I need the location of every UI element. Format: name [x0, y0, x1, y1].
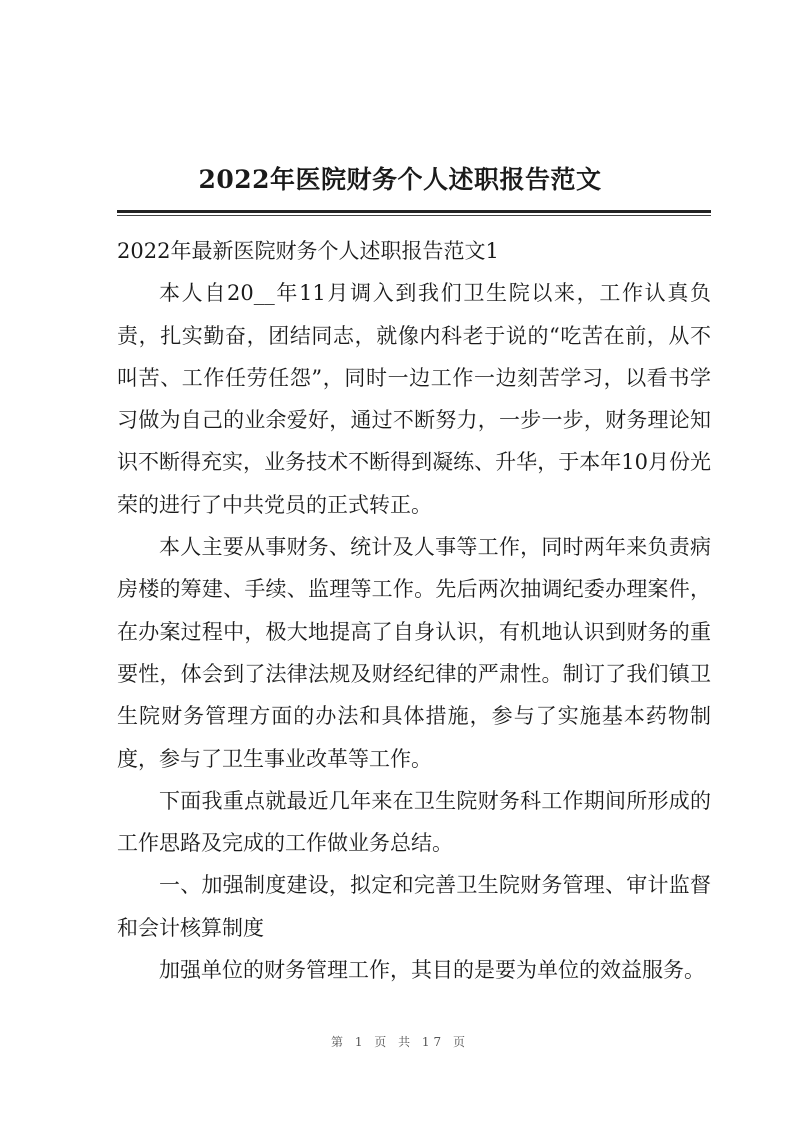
document-title: 2022年医院财务个人述职报告范文 [198, 165, 602, 194]
paragraph-1: 本人自20__年11月调入到我们卫生院以来，工作认真负责，扎实勤奋，团结同志，就像内科老于说的“吃苦在前，从不叫苦、工作任劳任怨”，同时一边工作一边刻苦学习，以看书学习做为自己的业余爱好，通过不断努力，一步一步，财务理论知识不断得充实，业务技术不断得到凝练、升华，于本年10月份光荣的进行了中共党员的正式转正。 [117, 281, 711, 517]
paragraph-2: 本人主要从事财务、统计及人事等工作，同时两年来负责病房楼的筹建、手续、监理等工作。先后两次抽调纪委办理案件，在办案过程中，极大地提高了自身认识，有机地认识到财务的重要性，体会到了法律法规及财经纪律的严肃性。制订了我们镇卫生院财务管理方面的办法和具体措施，参与了实施基本药物制度，参与了卫生事业改革等工作。 [117, 535, 711, 771]
paragraph-3: 下面我重点就最近几年来在卫生院财务科工作期间所形成的工作思路及完成的工作做业务总结。 [117, 788, 711, 856]
document-body [117, 230, 711, 991]
section-heading: 2022年最新医院财务个人述职报告范文1 [117, 239, 499, 263]
page-number-footer: 第 1 页 共 17 页 [331, 1035, 469, 1049]
title-divider-thick [117, 210, 711, 213]
paragraph-4: 一、加强制度建设，拟定和完善卫生院财务管理、审计监督和会计核算制度 [117, 873, 711, 940]
paragraph-5: 加强单位的财务管理工作，其目的是要为单位的效益服务。 [159, 958, 705, 983]
title-divider-thin [117, 215, 711, 216]
